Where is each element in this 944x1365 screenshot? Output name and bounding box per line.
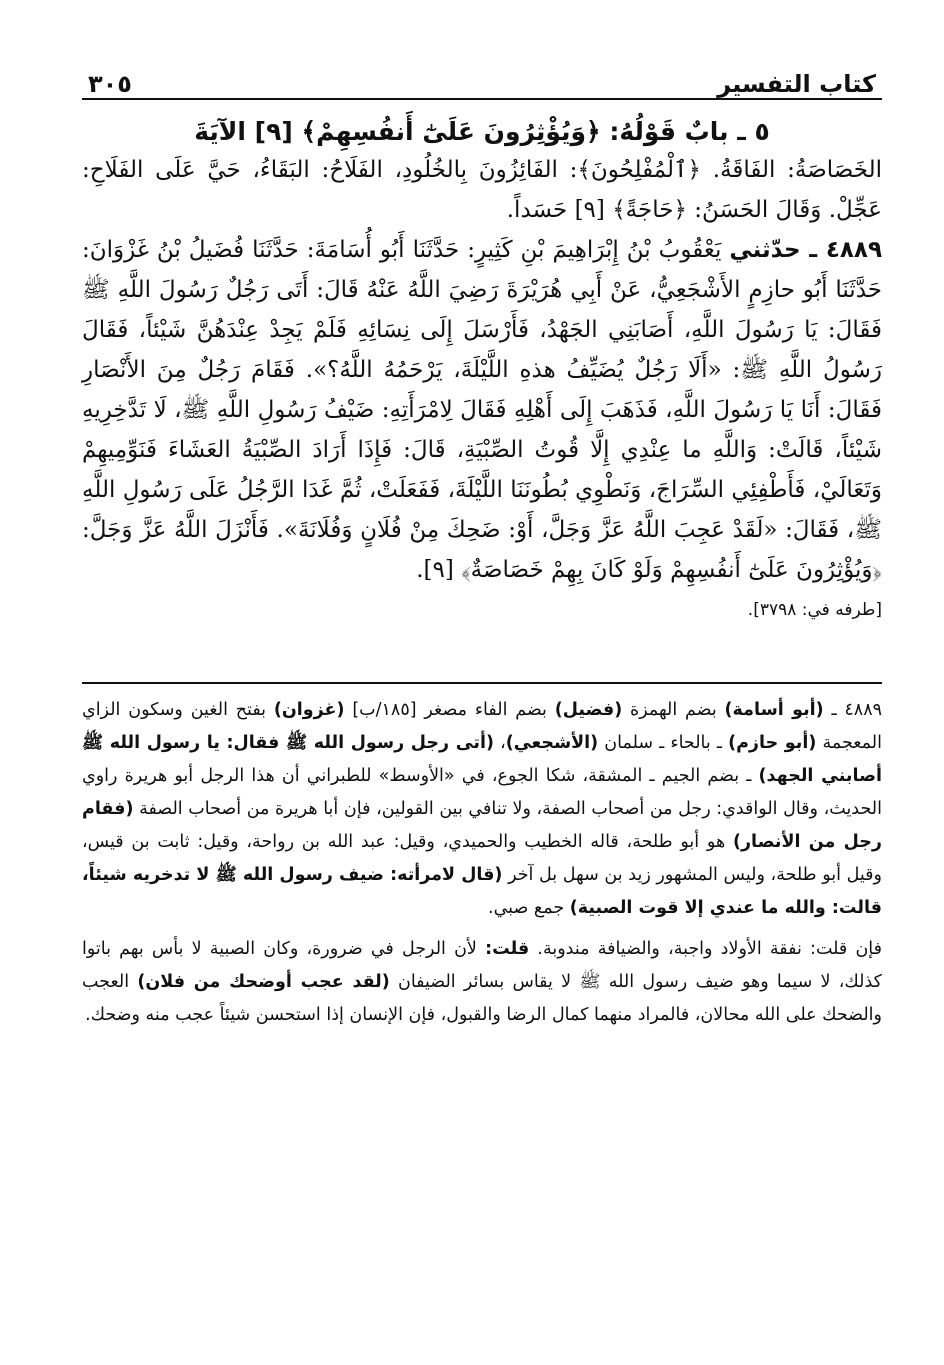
hadith-number: ٤٨٨٩ ـ حدّثني — [729, 237, 883, 263]
commentary-paragraph-1 — [82, 694, 882, 925]
book-title: كتاب التفسير — [717, 70, 876, 98]
page — [82, 60, 882, 1032]
commentary-bold-segment: (فقام رجل من الأنصار) — [82, 799, 882, 852]
hadith-text: يَعْقُوبُ بْنُ إِبْرَاهِيمَ بْنِ كَثِيرٍ: حَدَّثَنَا أَبُو أُسَامَةَ: حَدَّثَنَا فُضَيلُ بْنُ غَزْوَانَ: حَدَّثَنَا أَبُو حازِمٍ الأَشْجَعِيُّ، عَنْ أَبِي هُرَيْرَةَ رَضِيَ اللَّهُ عَنْهُ قَالَ: أَتَى رَجُلٌ رَسُولَ اللَّهِ ﷺ فَقَالَ: يَا رَسُولَ اللَّهِ، أَصَابَنِي الجَهْدُ، فَأَرْسَلَ إِلَى نِسَائِهِ فَلَمْ يَجِدْ عِنْدَهُنَّ شَيْئاً، فَقَالَ رَسُولُ اللَّهِ ﷺ: «أَلَا رَجُلٌ يُضَيِّفُ هذهِ اللَّيْلَةَ، يَرْحَمُهُ اللَّهُ؟». فَقَامَ رَجُلٌ مِنَ الأَنْصَارِ فَقَالَ: أَنَا يَا رَسُولَ اللَّهِ، فَذَهَبَ إِلَى أَهْلِهِ فَقَالَ لِامْرَأَتِهِ: ضَيْفُ رَسُولِ اللَّهِ ﷺ، لَا تَدَّخِرِيهِ شَيْئاً، قَالَتْ: وَاللَّهِ ما عِنْدِي إِلَّا قُوتُ الصِّبْيَةِ، قَالَ: فَإِذَا أَرَادَ الصِّبْيَةُ العَشَاءَ فَنَوِّمِيهِمْ وَتَعَالَيْ، فَأَطْفِئِي السِّرَاجَ، وَنَطْوِي بُطُونَنَا اللَّيْلَةَ، فَفَعَلَتْ، ثُمَّ غَدَا الرَّجُلُ عَلَى رَسُولِ اللَّهِ ﷺ، فَقَالَ: «لَقَدْ عَجِبَ اللَّهُ عَزَّ وَجَلَّ، أَوْ: ضَحِكَ مِنْ فُلَانٍ وَفُلَانَةَ». فَأَنْزَلَ اللَّهُ عَزَّ وَجَلَّ: ﴿وَيُؤْثِرُونَ عَلَىٰٓ أَنفُسِهِمْ وَلَوْ كَانَ بِهِمْ خَصَاصَةٌ﴾ [٩]. — [82, 237, 882, 583]
commentary-segment: بضم الفاء مصغر [١٨٥/ب] — [344, 700, 555, 720]
commentary-segment: ٤٨٨٩ ـ — [823, 700, 883, 720]
footnote-divider — [82, 682, 882, 684]
commentary-bold-segment: (غزوان) — [273, 700, 345, 720]
main-text — [82, 114, 882, 620]
commentary-segment: جمع صبي. — [488, 898, 570, 918]
commentary-segment: العجب والضحك على الله محالان، فالمراد منهما كمال الرضا والقبول، فإن الإنسان إذا استحسن شيئاً عجب منه وضحك. — [82, 972, 882, 1025]
hadith-paragraph — [82, 230, 882, 590]
cross-reference: [طرفه في: ٣٧٩٨]. — [747, 600, 882, 620]
commentary-bold-segment: (أتى رجل رسول الله ﷺ فقال: يا رسول الله ﷺ أصابني الجهد) — [82, 733, 882, 786]
commentary-segment: ، — [494, 733, 506, 753]
commentary-segment: بفتح الغين وسكون الزاي المعجمة — [82, 700, 882, 753]
commentary-bold-segment: (لقد عجب أوضحك من فلان) — [137, 972, 390, 992]
chapter-heading: ٥ ـ بابٌ قَوْلُهُ: ﴿وَيُؤْثِرُونَ عَلَىٰٓ أَنفُسِهِمْ﴾ [٩] الآيَةَ — [194, 117, 770, 146]
commentary-segment: ـ بضم الجيم ـ المشقة، شكا الجوع، في «الأوسط» للطبراني أن هذا الرجل أبو هريرة راوي الحديث، وقال الواقدي: رجل من أصحاب الصفة، ولا تنافي بين القولين، فإن أبا هريرة من أصحاب الصفة — [82, 766, 882, 819]
commentary — [82, 694, 882, 1032]
commentary-bold-segment: (أبو حازم) — [728, 733, 817, 753]
commentary-segment: ـ بالحاء ـ سلمان — [598, 733, 729, 753]
page-header — [82, 60, 882, 100]
commentary-bold-segment: (فضيل) — [554, 700, 623, 720]
gloss-paragraph: الخَصَاصَةُ: الفَاقَةُ. ﴿ٱلْمُفْلِحُونَ﴾: الفَائِزُونَ بِالخُلُودِ، الفَلَاحُ: البَقَاءُ، حَيَّ عَلَى الفَلَاحِ: عَجِّلْ. وَقَالَ الحَسَنُ: ﴿حَاجَةً﴾ [٩] حَسَداً. — [82, 157, 882, 223]
commentary-bold-segment: قلت: — [485, 939, 530, 959]
page-number: ٣٠٥ — [88, 70, 132, 98]
commentary-segment: فإن قلت: نفقة الأولاد واجبة، والضيافة مندوبة. — [529, 939, 883, 959]
commentary-bold-segment: (قال لامرأته: ضيف رسول الله ﷺ لا تدخريه شيئاً، قالت: والله ما عندي إلا قوت الصبية) — [82, 865, 882, 918]
commentary-segment: هو أبو طلحة، قاله الخطيب والحميدي، وقيل: عبد الله بن رواحة، وقيل: ثابت بن قيس، وقيل أبو طلحة، وليس المشهور زيد بن سهل بل آخر — [82, 832, 882, 885]
commentary-segment: لأن الرجل في ضرورة، وكان الصبية لا بأس بهم باتوا كذلك، لا سيما وهو ضيف رسول الله ﷺ لا يقاس بسائر الضيفان — [82, 939, 882, 992]
commentary-segment: بضم الهمزة — [622, 700, 725, 720]
commentary-bold-segment: (الأشجعي) — [505, 733, 599, 753]
commentary-paragraph-2 — [82, 933, 882, 1032]
commentary-bold-segment: (أبو أسامة) — [724, 700, 824, 720]
